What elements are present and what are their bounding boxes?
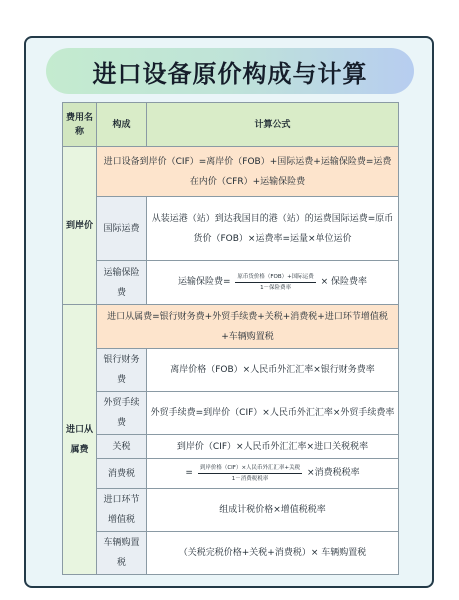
item-vehicle: 车辆购置税	[97, 532, 147, 575]
table-row	[63, 435, 399, 459]
tariff-formula: 到岸价（CIF）×人民币外汇汇率×进口关税税率	[147, 435, 399, 459]
item-insurance: 运输保险费	[97, 261, 147, 305]
bank-formula: 离岸价格（FOB）×人民币外汇汇率×银行财务费率	[147, 349, 399, 392]
table-row	[63, 532, 399, 575]
table-row	[63, 489, 399, 532]
item-intl-freight: 国际运费	[97, 197, 147, 261]
intl-freight-formula: 从装运港（站）到达我国目的港（站）的运费国际运费=原币货价（FOB）×运费率=运量×单位运价	[147, 197, 399, 261]
table-row	[63, 349, 399, 392]
info-card	[24, 36, 434, 588]
title-banner	[46, 48, 414, 94]
category-cif: 到岸价	[63, 147, 97, 305]
item-vat: 进口环节增值税	[97, 489, 147, 532]
insurance-fraction	[235, 273, 315, 292]
insurance-suffix: × 保险费率	[320, 277, 368, 288]
item-tariff: 关税	[97, 435, 147, 459]
consumption-fraction	[198, 464, 302, 483]
cif-total-formula: 进口设备到岸价（CIF）=离岸价（FOB）+国际运费+运输保险费=运费在内价（CFR）+运输保险费	[97, 147, 399, 197]
insurance-numerator: 原币货价格（FOB）+国际运费	[235, 273, 315, 283]
table-row	[63, 392, 399, 435]
header-composition: 构成	[97, 103, 147, 147]
trade-formula: 外贸手续费=到岸价（CIF）×人民币外汇汇率×外贸手续费率	[147, 392, 399, 435]
formula-table	[62, 102, 399, 575]
vat-formula: 组成计税价格×增值税税率	[147, 489, 399, 532]
insurance-prefix: 运输保险费=	[177, 277, 231, 288]
table-row	[63, 197, 399, 261]
header-formula: 计算公式	[147, 103, 399, 147]
table-row	[63, 305, 399, 349]
consumption-denominator: 1－消费税税率	[231, 475, 269, 482]
page-title: 进口设备原价构成与计算	[92, 59, 368, 88]
table-header-row	[63, 103, 399, 147]
item-consumption: 消费税	[97, 459, 147, 489]
consumption-suffix: ×消费税税率	[307, 468, 360, 479]
insurance-formula	[147, 261, 399, 305]
consumption-formula	[147, 459, 399, 489]
category-import: 进口从属费	[63, 305, 97, 575]
item-bank: 银行财务费	[97, 349, 147, 392]
table-row	[63, 459, 399, 489]
item-trade: 外贸手续费	[97, 392, 147, 435]
table-row	[63, 261, 399, 305]
vehicle-formula: （关税完税价格+关税+消费税）× 车辆购置税	[147, 532, 399, 575]
table-row	[63, 147, 399, 197]
insurance-denominator: 1－保险费率	[260, 284, 292, 291]
consumption-prefix: =	[185, 468, 193, 479]
header-cost-name: 费用名称	[63, 103, 97, 147]
consumption-numerator: 到岸价格（CIF）×人民币外汇汇率+关税	[198, 464, 302, 474]
import-total-formula: 进口从属费=银行财务费+外贸手续费+关税+消费税+进口环节增值税+车辆购置税	[97, 305, 399, 349]
